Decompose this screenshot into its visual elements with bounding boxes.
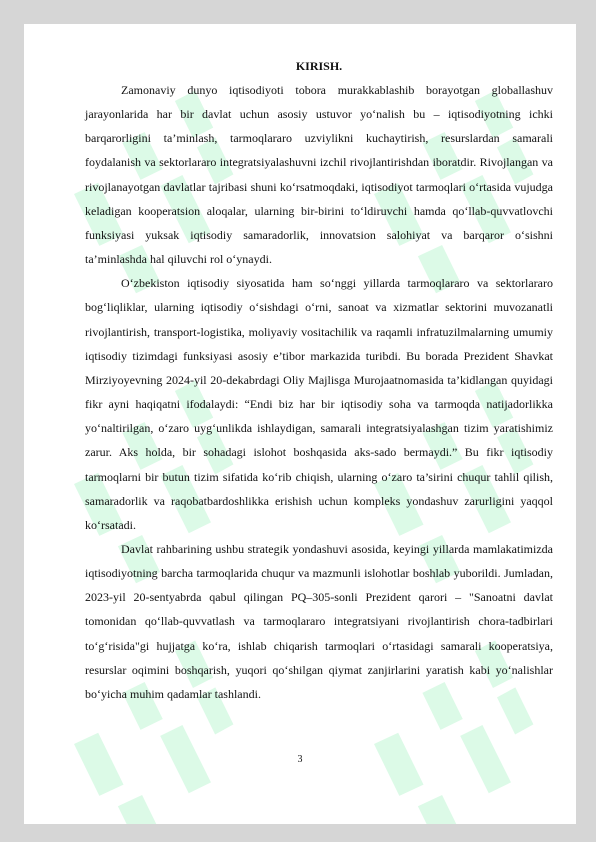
paragraph-2: O‘zbekiston iqtisodiy siyosatida ham so‘nggi yillarda tarmoqlararo va sektorlararo bog‘liqliklar, ularning iqtisodiy o‘sishdagi o‘rni, sanoat va xizmatlar sektorini muvozanatli rivojlantirish, transport-logistika, moliyaviy vositachilik va raqamli infratuzilmalarning umumiy iqtisodiy tizimdagi funksiyasi asosiy e’tibor markazida turibdi. Bu borada Prezident Shavkat Mirziyoyevning 2024-yil 20-dekabrdagi Oliy Majlisga Murojaatnomasida ta’kidlangan quyidagi fikr ayni haqiqatni ifodalaydi: “Endi biz har bir iqtisodiy soha va tarmoqda natijadorlikka yo‘naltirilgan, o‘zaro uyg‘unlikda ishlaydigan, samarali integratsiyalashgan tizim yaratishimiz zarur. Aks holda, bir sohadagi islohot boshqasida aks-sado bermaydi.” Bu fikr iqtisodiy tarmoqlarni bir butun tizim sifatida ko‘rib chiqish, ularning o‘zaro ta’sirini chuqur tahlil qilish, samaradorlik va raqobatbardoshlikka erishish uchun kompleks yondashuv zarurligini yaqqol ko‘rsatadi. bbox=[85, 276, 553, 532]
document-title: KIRISH. bbox=[295, 59, 343, 73]
page-number: 3 bbox=[297, 754, 303, 765]
document-page bbox=[24, 24, 576, 824]
paragraph-1: Zamonaviy dunyo iqtisodiyoti tobora murakkablashib borayotgan globallashuv jarayonlarida har bir davlat uchun asosiy ustuvor yo‘nalish bu – iqtisodiyotning ichki barqarorligini ta’minlash, tarmoqlararo uzviylikni kuchaytirish, resurslardan samarali foydalanish va sektorlararo integratsiyalashuvni izchil rivojlantirishdan iboratdir. Rivojlangan va rivojlanayotgan davlatlar tajribasi shuni ko‘rsatmoqdaki, iqtisodiyot tarmoqlari o‘rtasida vujudga keladigan kooperatsion aloqalar, ularning bir-birini to‘ldiruvchi hamda qo‘llab-quvvatlovchi funksiyasi yuksak iqtisodiy samaradorlik, innovatsion salohiyat va barqaror o‘sishni ta’minlashda hal qiluvchi rol o‘ynaydi. bbox=[85, 83, 553, 267]
paragraph-3: Davlat rahbarining ushbu strategik yondashuvi asosida, keyingi yillarda mamlakatimizda iqtisodiyotning barcha tarmoqlarida chuqur va mazmunli islohotlar boshlab yuborildi. Jumladan, 2023-yil 20-sentyabrda qabul qilingan PQ–305-sonli Prezident qarori – "Sanoatni davlat tomonidan qo‘llab-quvvatlash va tarmoqlararo integratsiyani rivojlantirish chora-tadbirlari to‘g‘risida"gi hujjatga ko‘ra, ishlab chiqarish tarmoqlari o‘rtasidagi samarali kooperatsiya, resurslar oqimini boshqarish, yuqori qo‘shilgan qiymat zanjirlarini yaratish kabi yo‘nalishlar bo‘yicha muhim qadamlar tashlandi. bbox=[85, 541, 553, 701]
document-body bbox=[85, 56, 553, 706]
